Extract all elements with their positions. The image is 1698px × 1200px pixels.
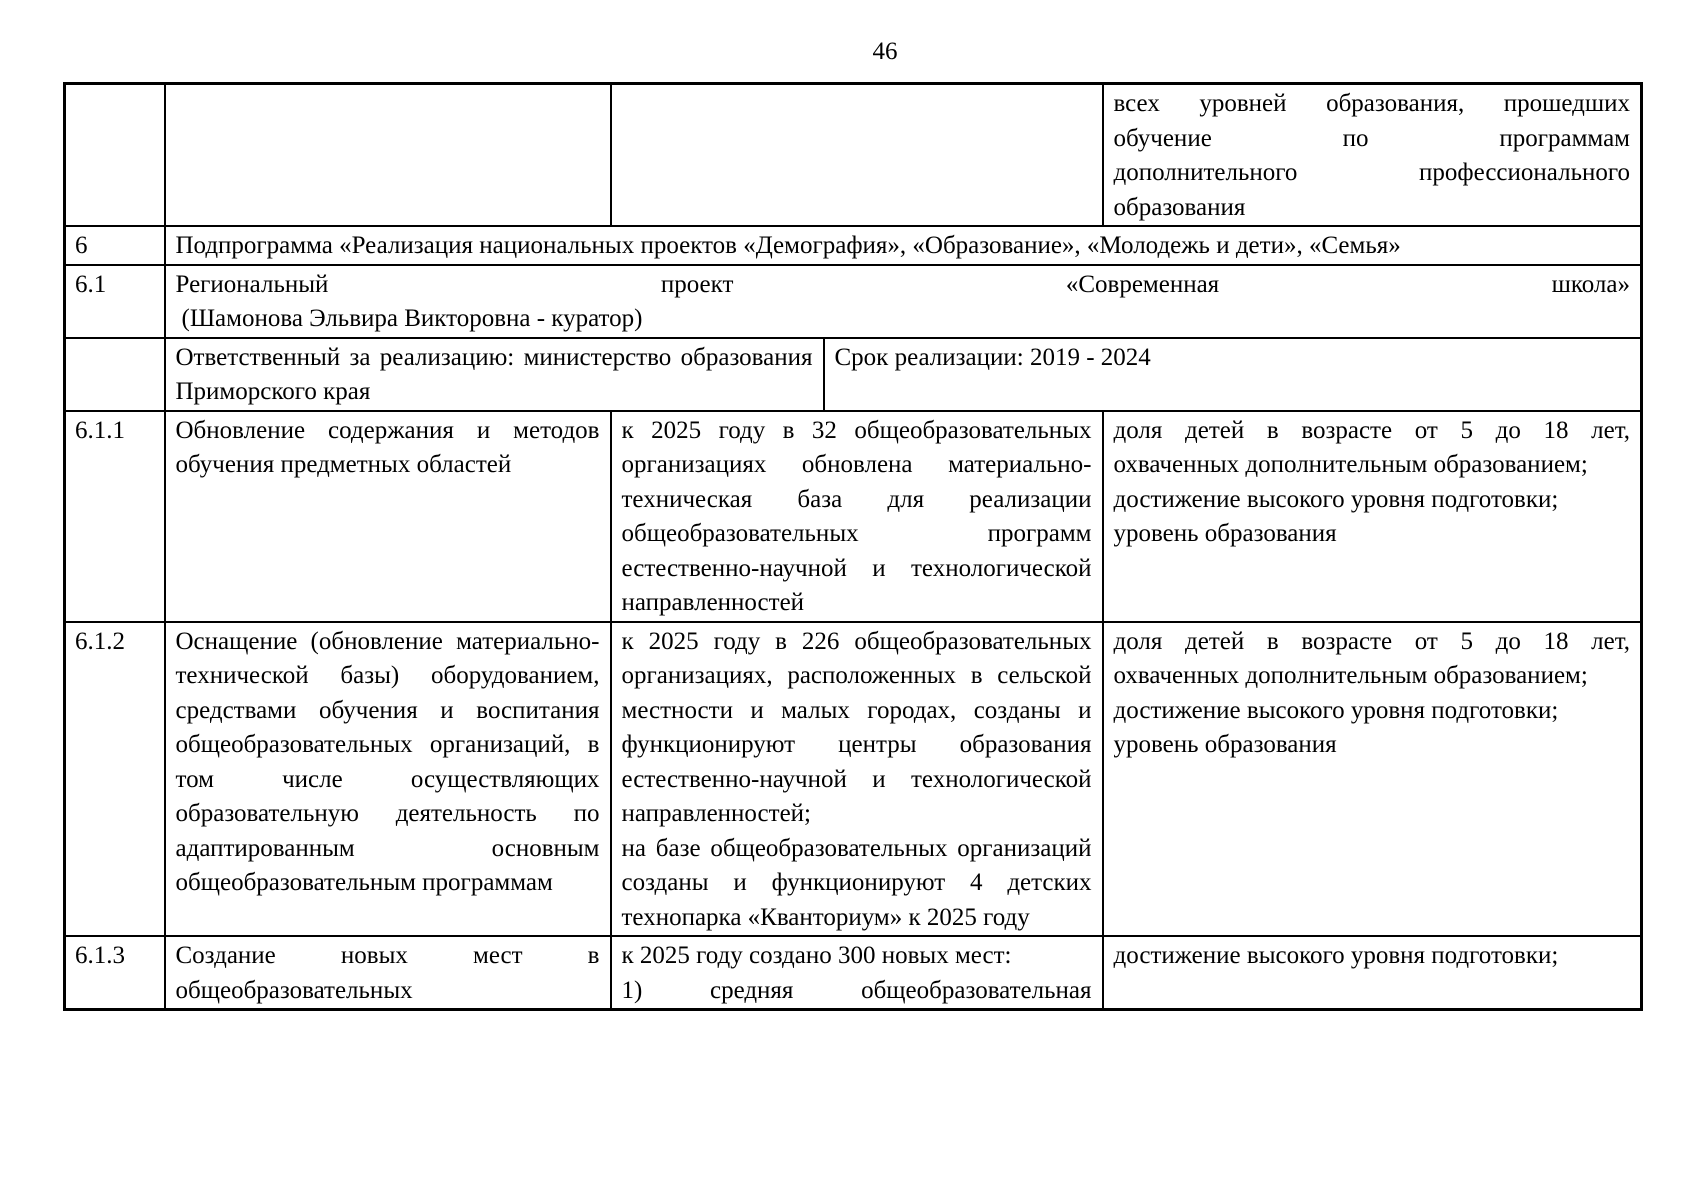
row-number-cell: 6.1.1: [65, 411, 165, 622]
indicator-line: дополнительного профессионального: [1113, 159, 1630, 186]
indicator-line: доля детей в возрасте от 5 до 18 лет, охваченных дополнительным образованием;: [1113, 627, 1630, 689]
result-line: к 2025 году в 226 общеобразовательных организациях, расположенных в сельской местности и малых городах, созданы и функционируют центры образования естественно-научной и технологической направленностей;: [621, 627, 1092, 827]
result-cell: [611, 936, 1103, 1010]
result-line: 1) средняя общеобразовательная: [621, 976, 1092, 1004]
table-row: [65, 411, 1642, 622]
result-line: к 2025 году создано 300 новых мест:: [621, 942, 1012, 969]
result-cell: [611, 622, 1103, 937]
row-number-cell: 6.1: [65, 265, 165, 338]
table-row: [65, 226, 1642, 265]
indicator-line: обучение по программам: [1113, 124, 1630, 152]
result-cell: к 2025 году в 32 общеобразовательных организациях обновлена материально-техническая база для реализации общеобразовательных программ естественно-научной и технологической направленностей: [611, 411, 1103, 622]
indicator-line: достижение высокого уровня подготовки;: [1113, 696, 1559, 724]
task-cell: Создание новых мест в общеобразовательных: [165, 936, 611, 1010]
table-row: [65, 338, 1642, 411]
table-row: [65, 84, 1642, 227]
indicator-line: всех уровней образования, прошедших: [1113, 90, 1630, 117]
subprogram-title: Подпрограмма «Реализация национальных проектов «Демография», «Образование», «Молодежь и дети», «Семья»: [165, 226, 1642, 265]
indicator-cell: [1103, 84, 1642, 227]
result-cell: [611, 84, 1103, 227]
project-title: Региональный проект «Современная школа»: [175, 270, 1630, 298]
row-number-cell: 6.1.2: [65, 622, 165, 937]
project-curator: (Шамонова Эльвира Викторовна - куратор): [181, 305, 643, 332]
indicator-line: достижение высокого уровня подготовки;: [1113, 942, 1559, 969]
row-number-cell: 6.1.3: [65, 936, 165, 1010]
result-line: на базе общеобразовательных организаций созданы и функционируют 4 детских технопарка «Кванториум» к 2025 году: [621, 834, 1092, 931]
task-cell: Обновление содержания и методов обучения предметных областей: [165, 411, 611, 622]
term-text: Срок реализации: 2019 - 2024: [834, 343, 1151, 371]
indicator-line: уровень образования: [1113, 520, 1337, 547]
task-cell: Оснащение (обновление материально-технической базы) оборудованием, средствами обучения и воспитания общеобразовательных организаций, в том числе осуществляющих образовательную деятельность по адаптированным основным общеобразовательным программам: [165, 622, 611, 937]
row-number-cell: 6: [65, 226, 165, 265]
indicator-line: доля детей в возрасте от 5 до 18 лет, охваченных дополнительным образованием;: [1113, 416, 1630, 478]
indicator-line: достижение высокого уровня подготовки;: [1113, 485, 1559, 513]
responsibility-cell: [165, 338, 1642, 411]
project-title-cell: [165, 265, 1642, 338]
table-row: [65, 265, 1642, 338]
row-number-cell: [65, 338, 165, 411]
responsible-text: Ответственный за реализацию: министерство образования Приморского края: [166, 339, 825, 410]
table-row: [65, 936, 1642, 1010]
task-cell: [165, 84, 611, 227]
indicator-cell: [1103, 622, 1642, 937]
indicator-line: образования: [1113, 193, 1246, 221]
program-table: [63, 82, 1643, 1011]
indicator-cell: [1103, 411, 1642, 622]
page-number: 46: [872, 38, 898, 65]
indicator-cell: [1103, 936, 1642, 1010]
row-number-cell: [65, 84, 165, 227]
indicator-line: уровень образования: [1113, 731, 1337, 758]
table-row: [65, 622, 1642, 937]
